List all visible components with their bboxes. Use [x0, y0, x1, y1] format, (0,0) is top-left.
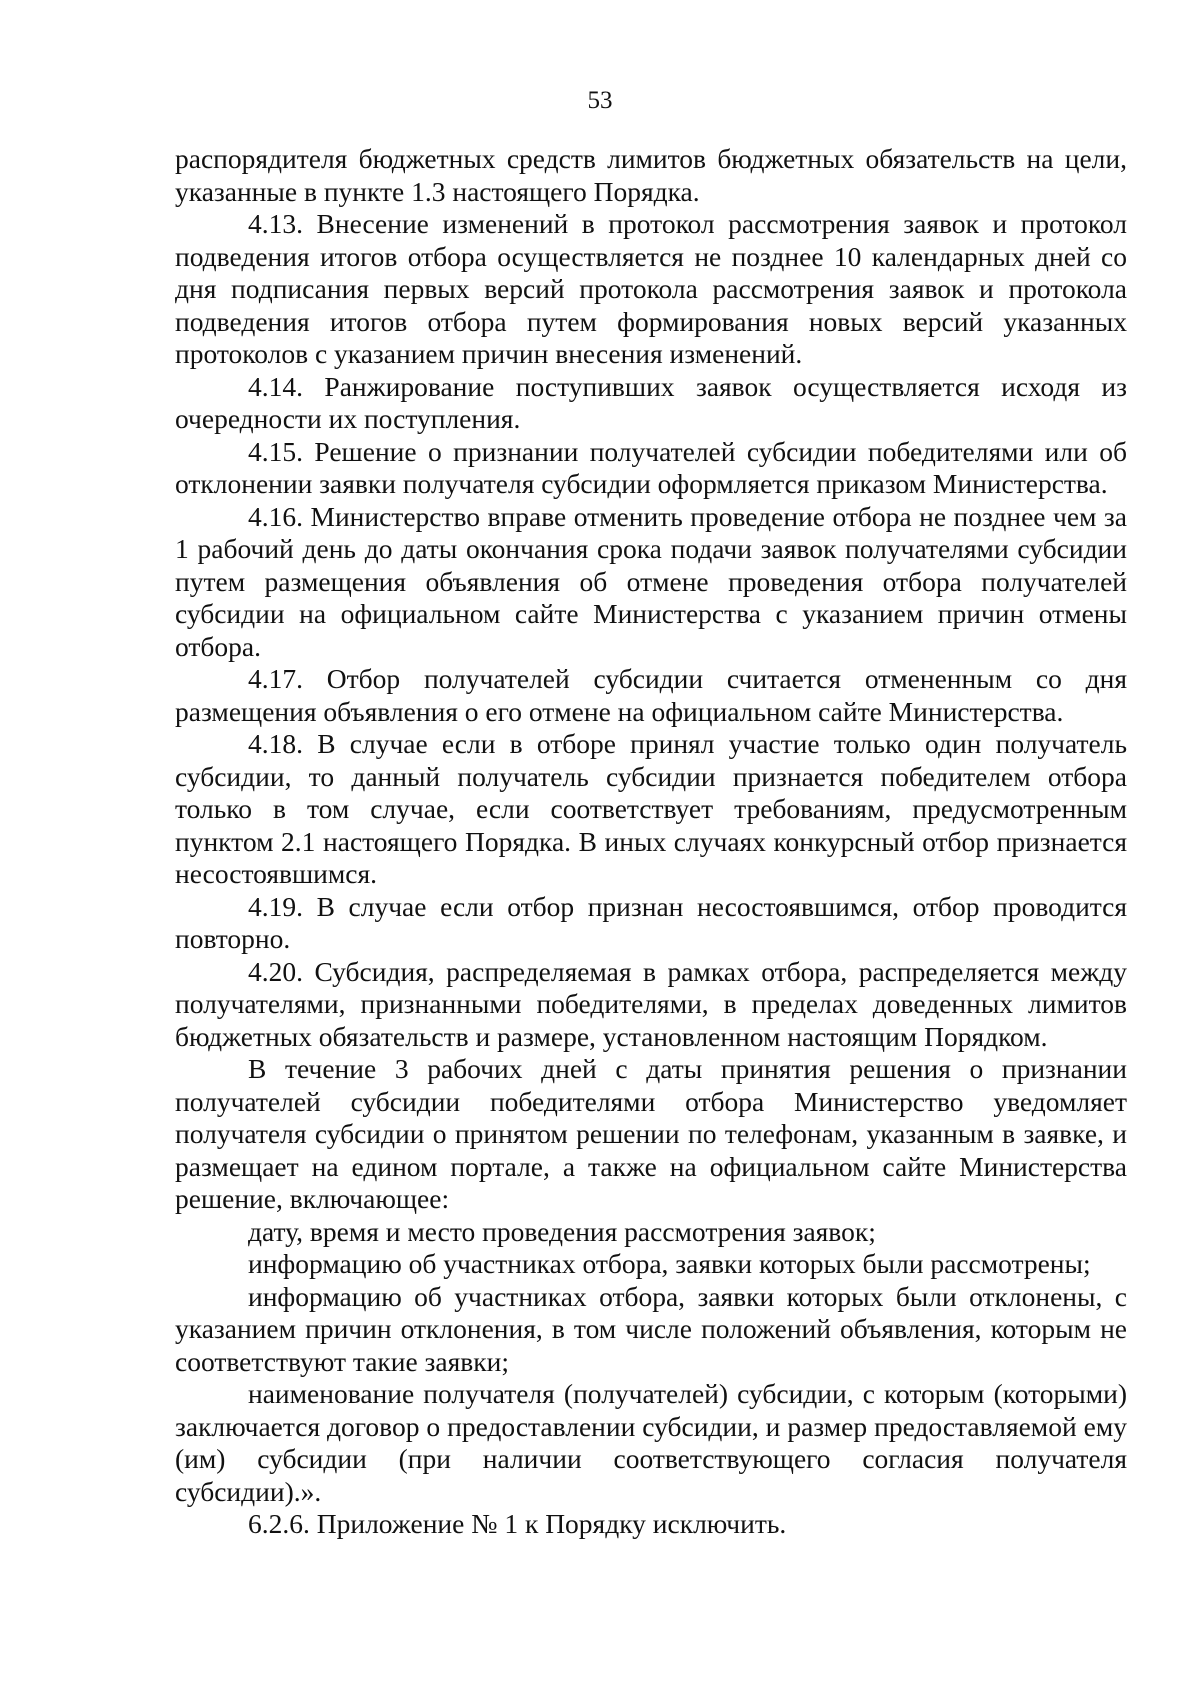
paragraph-4-15: 4.15. Решение о признании получателей субсидии победителями или об отклонении заявки получателя субсидии оформляется приказом Министерства. [175, 435, 1127, 499]
list-item-rejected-participants: информацию об участниках отбора, заявки которых были отклонены, с указанием причин отклонения, в том числе положений объявления, которым не соответствуют такие заявки; [175, 1280, 1127, 1377]
paragraph-6-2-6: 6.2.6. Приложение № 1 к Порядку исключить. [248, 1508, 787, 1539]
paragraph-4-13: 4.13. Внесение изменений в протокол рассмотрения заявок и протокол подведения итогов отбора осуществляется не позднее 10 календарных дней со дня подписания первых версий протокола рассмотрения заявок и протокола подведения итогов отбора путем формирования новых версий указанных протоколов с указанием причин внесения изменений. [175, 208, 1127, 369]
paragraph-continuation: распорядителя бюджетных средств лимитов бюджетных обязательств на цели, указанные в пункте 1.3 настоящего Порядка. [175, 143, 1127, 207]
paragraph-4-16: 4.16. Министерство вправе отменить проведение отбора не позднее чем за 1 рабочий день до даты окончания срока подачи заявок получателями субсидии путем размещения объявления об отмене проведения отбора получателей субсидии на официальном сайте Министерства с указанием причин отмены отбора. [175, 500, 1127, 662]
page-number: 53 [587, 87, 613, 114]
paragraph-4-14: 4.14. Ранжирование поступивших заявок осуществляется исходя из очередности их поступления. [175, 370, 1127, 434]
paragraph-4-17: 4.17. Отбор получателей субсидии считается отмененным со дня размещения объявления о его отмене на официальном сайте Министерства. [175, 663, 1127, 727]
list-item-reviewed-participants: информацию об участниках отбора, заявки которых были рассмотрены; [248, 1248, 1091, 1279]
paragraph-4-18: 4.18. В случае если в отборе принял участие только один получатель субсидии, то данный получатель субсидии признается победителем отбора только в том случае, если соответствует требованиям, предусмотренным пунктом 2.1 настоящего Порядка. В иных случаях конкурсный отбор признается несостоявшимся. [175, 728, 1127, 889]
paragraph-4-20: 4.20. Субсидия, распределяемая в рамках отбора, распределяется между получателями, признанными победителями, в пределах доведенных лимитов бюджетных обязательств и размере, установленном настоящим Порядком. [175, 955, 1127, 1052]
document-body [175, 143, 1127, 1541]
paragraph-4-19: 4.19. В случае если отбор признан несостоявшимся, отбор проводится повторно. [175, 890, 1127, 954]
list-item-date-time-place: дату, время и место проведения рассмотрения заявок; [248, 1215, 876, 1247]
paragraph-notification: В течение 3 рабочих дней с даты принятия решения о признании получателей субсидии победителями отбора Министерство уведомляет получателя субсидии о принятом решении по телефонам, указанным в заявке, и размещает на едином портале, а также на официальном сайте Министерства решение, включающее: [175, 1053, 1127, 1214]
list-item-recipient-name: наименование получателя (получателей) субсидии, с которым (которыми) заключается договор о предоставлении субсидии, и размер предоставляемой ему (им) субсидии (при наличии соответствующего согласия получателя субсидии).». [175, 1378, 1127, 1507]
